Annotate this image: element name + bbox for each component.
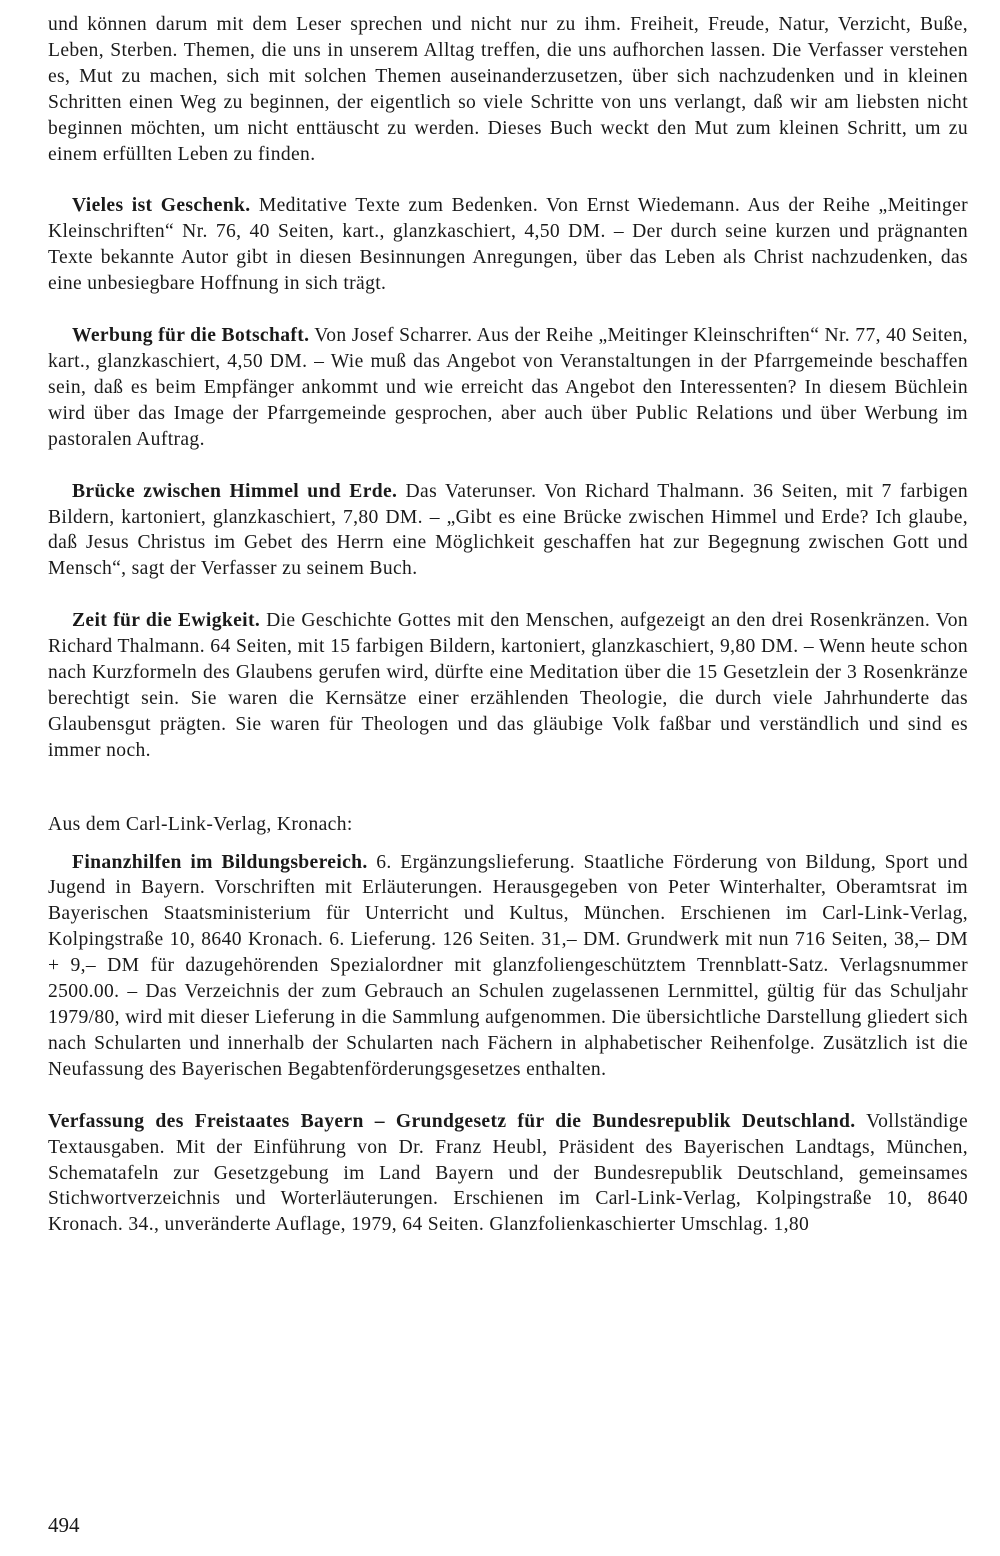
publisher-heading: Aus dem Carl-Link-Verlag, Kronach:: [48, 813, 353, 835]
entry-zeit-fuer-die-ewigkeit: [48, 608, 968, 763]
entry-text: Die Geschichte Gottes mit den Menschen, aufgezeigt an den drei Rosenkränzen. Von Richard Thalmann. 64 Seiten, mit 15 farbigen Bildern, kartoniert, glanzkaschiert, 9,80 DM. – Wenn heute schon nach Kurzformeln des Glaubens gerufen wird, dürfte eine Meditation über die 15 Gesetzlein der 3 Rosenkränze berechtigt sein. Sie waren die Kernsätze einer erzählenden Theologie, die durch viele Jahrhunderte das Glaubensgut prägten. Sie waren für Theologen und das gläubige Volk faßbar und verständlich und sind es immer noch.: [48, 610, 968, 761]
entry-title: Werbung für die Botschaft.: [72, 325, 310, 347]
document-page: [48, 12, 968, 1238]
entry-verfassung-des-freistaates-bayern: [48, 1109, 968, 1239]
entry-title: Vieles ist Geschenk.: [72, 195, 251, 217]
page-number: 494: [48, 1513, 80, 1537]
entry-bruecke-zwischen-himmel-und-erde: [48, 479, 968, 583]
entry-text: 6. Ergänzungslieferung. Staatliche Förderung von Bildung, Sport und Jugend in Bayern. Vorschriften mit Erläuterungen. Herausgegeben von Peter Winterhalter, Oberamtsrat im Bayerischen Staatsministerium für Unterricht und Kultus, München. Erschienen im Carl-Link-Verlag, Kolpingstraße 10, 8640 Kronach. 6. Lieferung. 126 Seiten. 31,– DM. Grundwerk mit nun 716 Seiten, 38,– DM + 9,– DM für dazugehörenden Spezialordner mit glanzfoliengeschütztem Trennblatt-Satz. Verlagsnummer 2500.00. – Das Verzeichnis der zum Gebrauch an Schulen zugelassenen Lernmittel, gültig für das Schuljahr 1979/80, wird mit dieser Lieferung in die Sammlung aufgenommen. Die übersichtliche Darstellung gliedert sich nach Schularten und innerhalb der Schularten nach Fächern in alphabetischer Reihenfolge. Zusätzlich ist die Neufassung des Bayerischen Begabtenförderungsgesetzes enthalten.: [48, 851, 968, 1080]
entry-title: Verfassung des Freistaates Bayern – Grundgesetz für die Bundesrepublik Deutschland.: [48, 1110, 856, 1132]
entry-text: Das Vaterunser. Von Richard Thalmann. 36 Seiten, mit 7 farbigen Bildern, kartoniert, glanzkaschiert, 7,80 DM. – „Gibt es eine Brücke zwischen Himmel und Erde? Ich glaube, daß Jesus Christus im Gebet des Herrn eine Möglichkeit geschaffen hat zur Begegnung zwischen Gott und Mensch“, sagt der Verfasser zu seinem Buch.: [48, 480, 968, 580]
entry-title: Zeit für die Ewigkeit.: [72, 610, 261, 632]
entry-finanzhilfen-im-bildungsbereich: [48, 850, 968, 1083]
entry-title: Brücke zwischen Himmel und Erde.: [72, 480, 398, 502]
entry-text: Von Josef Scharrer. Aus der Reihe „Meitinger Kleinschriften“ Nr. 77, 40 Seiten, kart., glanzkaschiert, 4,50 DM. – Wie muß das Angebot von Veranstaltungen in der Pfarrgemeinde beschaffen sein, daß es beim Empfänger ankommt und wie erreicht das Angebot den Interessenten? In diesem Büchlein wird über das Image der Pfarrgemeinde gesprochen, aber auch über Public Relations und über Werbung im pastoralen Auftrag.: [48, 325, 968, 450]
entry-werbung-fuer-die-botschaft: [48, 323, 968, 453]
entry-text: Meditative Texte zum Bedenken. Von Ernst Wiedemann. Aus der Reihe „Meitinger Kleinschriften“ Nr. 76, 40 Seiten, kart., glanzkaschiert, 4,50 DM. – Der durch seine kurzen und prägnanten Texte bekannte Autor gibt in diesen Besinnungen Anregungen, über das Leben als Christ nachzudenken, das eine unbesiegbare Hoffnung in sich trägt.: [48, 195, 969, 295]
entry-vieles-ist-geschenk: [48, 193, 968, 297]
intro-paragraph: und können darum mit dem Leser sprechen und nicht nur zu ihm. Freiheit, Freude, Natur, Verzicht, Buße, Leben, Sterben. Themen, die uns in unserem Alltag treffen, die uns aufhorchen lassen. Die Verfasser verstehen es, Mut zu machen, sich mit solchen Themen auseinanderzusetzen, über sich nachzudenken und in kleinen Schritten einen Weg zu beginnen, der eigentlich so viele Schritte von uns verlangt, daß wir am liebsten nicht beginnen möchten, um nicht enttäuscht zu werden. Dieses Buch weckt den Mut zum kleinen Schritt, um zu einem erfüllten Leben zu finden.: [48, 14, 968, 165]
entry-text: Vollständige Textausgaben. Mit der Einführung von Dr. Franz Heubl, Präsident des Bayerischen Landtags, München, Schematafeln zur Gesetzgebung im Land Bayern und der Bundesrepublik Deutschland, gemeinsames Stichwortverzeichnis und Worterläuterungen. Erschienen im Carl-Link-Verlag, Kolpingstraße 10, 8640 Kronach. 34., unveränderte Auflage, 1979, 64 Seiten. Glanzfolienkaschierter Umschlag. 1,80: [48, 1110, 968, 1236]
entry-title: Finanzhilfen im Bildungsbereich.: [72, 851, 368, 873]
